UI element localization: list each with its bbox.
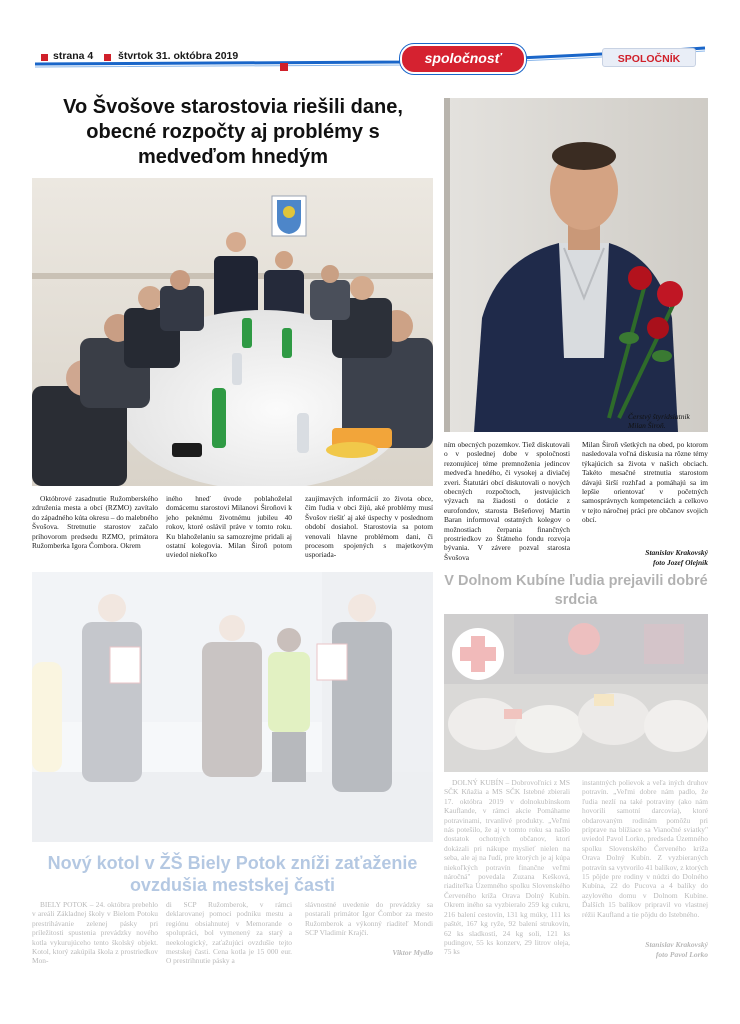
article3-author: Stanislav Krakovský [645,940,708,949]
article1-author: Stanislav Krakovský [645,548,708,557]
header-square-2 [104,54,111,61]
article3-col1 [444,778,570,957]
ceremony-photo [32,572,433,842]
article1-photo-credit: foto Jozef Olejník [653,557,708,567]
article1-col4 [444,440,570,562]
article2-col2-text: di SCP Ružomberok, v rámci deklarovanej pomoci podniku mestu a regiónu obsiahnutej v Memorande o spolupráci, bol vymenený za starý a neekologický, zaťažujúci ovzdušie tejto mestskej časti. Cena kotla je 15 000 eur. O prestrihnutie pásky a [166,900,292,966]
section-badge [400,44,526,74]
article1-headline: Vo Švošove starostovia riešili dane, obecné rozpočty aj problémy s medveďom hnedým [63,96,403,168]
header-square-1 [41,54,48,61]
page-number: strana 4 [53,50,94,62]
article3-col2-text: instantných polievok a veľa iných druhov potravín. „Veľmi dobre nám padlo, že ľudia nezlí na také potraviny (ako nám hovorili samotní darcovia), ktoré obdarovaným rodinám pomôžu pri príprave na blížiace sa Vianočné sviatky" uviedol Pavol Lorko, predseda Územného spolku Slovenského Červeného kríža Orava Dolný Kubín. Z vyzbieraných potravín sa vytvorilo 41 balíkov, z ktorých 15 pôjde pre rodiny v núdzi do Dolného Kubína, 22 do Pucova a 4 balíky do azylového domu v Dolnom Kubíne. Ďalších 15 balíkov pripravil vo vlastnej réžii Kaufland a tie pôjdu do Istebného. [582,778,708,919]
article1-signature [582,548,708,567]
article2-col2 [166,900,292,966]
newspaper-logo [602,48,696,67]
portrait-photo [444,98,708,432]
article2-col1 [32,900,158,966]
portrait-caption-line2: Milan Široň. [628,421,666,430]
article1-col2-text: iného hneď úvode poblahoželal domácemu starostovi Milanovi Široňovi k jeho peknému životnému jubileu 40 rokov, ktoré oslávil práve v tomto roku. Ku blahoželaniu sa samozrejme pridali aj ostatní kolegovia. Milan Široň potom uviedol niekoľko [166,494,292,560]
food-donation-photo [444,614,708,772]
article2-headline: Nový kotol v ŽŠ Biely Potok zníži zaťaženie ovzdušia mestskej časti [47,853,418,895]
article2-col3 [305,900,433,938]
article1-col5 [582,440,708,525]
article1-col1-text: Októbrové zasadnutie Ružomberského združenia mesta a obcí (RZMO) zavítalo do západného kúta okresu – do malebného Švošova. Stretnutie starostov začalo príhovorom predsedu RZMO, primátora Ružomberka Igora Čombora. Okrem [32,494,159,551]
article2-col1-text: BIELY POTOK – 24. októbra prebehlo v areáli Základnej školy v Bielom Potoku prestrihávanie zelenej pásky pri príležitosti spustenia prevádzky nového kotla vykurujúceho tento školský objekt. Kotol, ktorý zakúpila škola z prostriedkov Mon- [32,900,158,966]
portrait-caption-line1: Čerstvý štyridsiatnik [628,412,690,421]
article1-col1 [32,494,158,550]
issue-date: štvrtok 31. októbra 2019 [118,50,239,62]
section-name: spoločnosť [424,50,502,66]
article1-col5-text: Milan Široň všetkých na obed, po ktorom nasledovala voľná diskusia na rôzne témy týkajúcich sa života v našich obciach. Takéto mesačné stretnutia starostom dávajú širší rozhľad a pomáhajú sa im lepšie orientovať v početných samosprávnych kompetenciách a celkovo v tejto náročnej práci pre občanov svojich obcí. [582,440,708,525]
article3-col2 [582,778,708,919]
meeting-photo [32,178,433,486]
article1-col2 [166,494,292,560]
article3-signature [582,940,708,959]
article3-headline: V Dolnom Kubíne ľudia prejavili dobré srdcia [444,573,708,608]
article1-col4-text: ním obecných pozemkov. Tiež diskutovali o v poslednej dobe v spoločnosti rezonujúcej téme premnoženia jedincov medveďa hnedého, či vysokej a diviačej zveri. Štatutári obcí diskutovali o nových obecných rozpočtoch, jestvujúcich výzvach na žiadosti o dotácie z eurofondov, starosta Bešeňovej Martin Baran informoval ostatných kolegov o možnostiach čerpania finančných prostriedkov zo Štátneho fondu rozvoja bývania. V závere pozval starosta Švošova [444,440,570,562]
logo-text: SPOLOČNÍK [617,53,681,65]
portrait-caption [628,412,690,430]
article2-col3-text: slávnostné uvedenie do prevádzky sa postarali primátor Igor Čombor za mesto Ružomberok a výkonný riaditeľ Mondi SCP Vladimír Krajči. [305,900,433,938]
article1-col3 [305,494,433,560]
article3-photo-credit: foto Pavol Lorko [655,949,708,959]
article3-col1-text: DOLNÝ KUBÍN – Dobrovoľníci z MS SČK Kňažia a MS SČK Istebné zbierali 17. októbra 2019 v dolnokubínskom Kauflande, v rámci akcie Pomáhame potravinami, trvanlivé produkty. „Veľmi nás potešilo, že aj v tomto roku sa našlo dostatok ochotných občanov, ktorí dokázali pri nákupe myslieť nielen na seba, ale aj na ľudí, pre ktorých je aj kúpa niekoľkých potravín finančne veľmi náročná" povedala Zuzana Kešková, riaditeľka Územného spolku Slovenského Červeného kríža Orava Dolný Kubín. Okrem iného sa vyzbieralo 259 kg cukru, 216 balení cestovín, 131 kg múky, 111 ks paštét, 167 kg ryže, 92 balení strukovín, 62 ks sladkostí, 24 kg soli, 121 ks pudingov, 55 ks konzerv, 29 litrov oleja, 75 ks [444,778,570,957]
article1-col3-text: zaujímavých informácií zo života obce, čím ľudia v obci žijú, aké problémy musí Švošov riešiť aj aké úspechy v poslednom období dosiahol. Starostovia sa potom venovali hlavne problémom dani, či procesom spojených s majetkovým usporiada- [305,494,433,560]
article2-signature: Viktor Mydlo [392,948,433,957]
